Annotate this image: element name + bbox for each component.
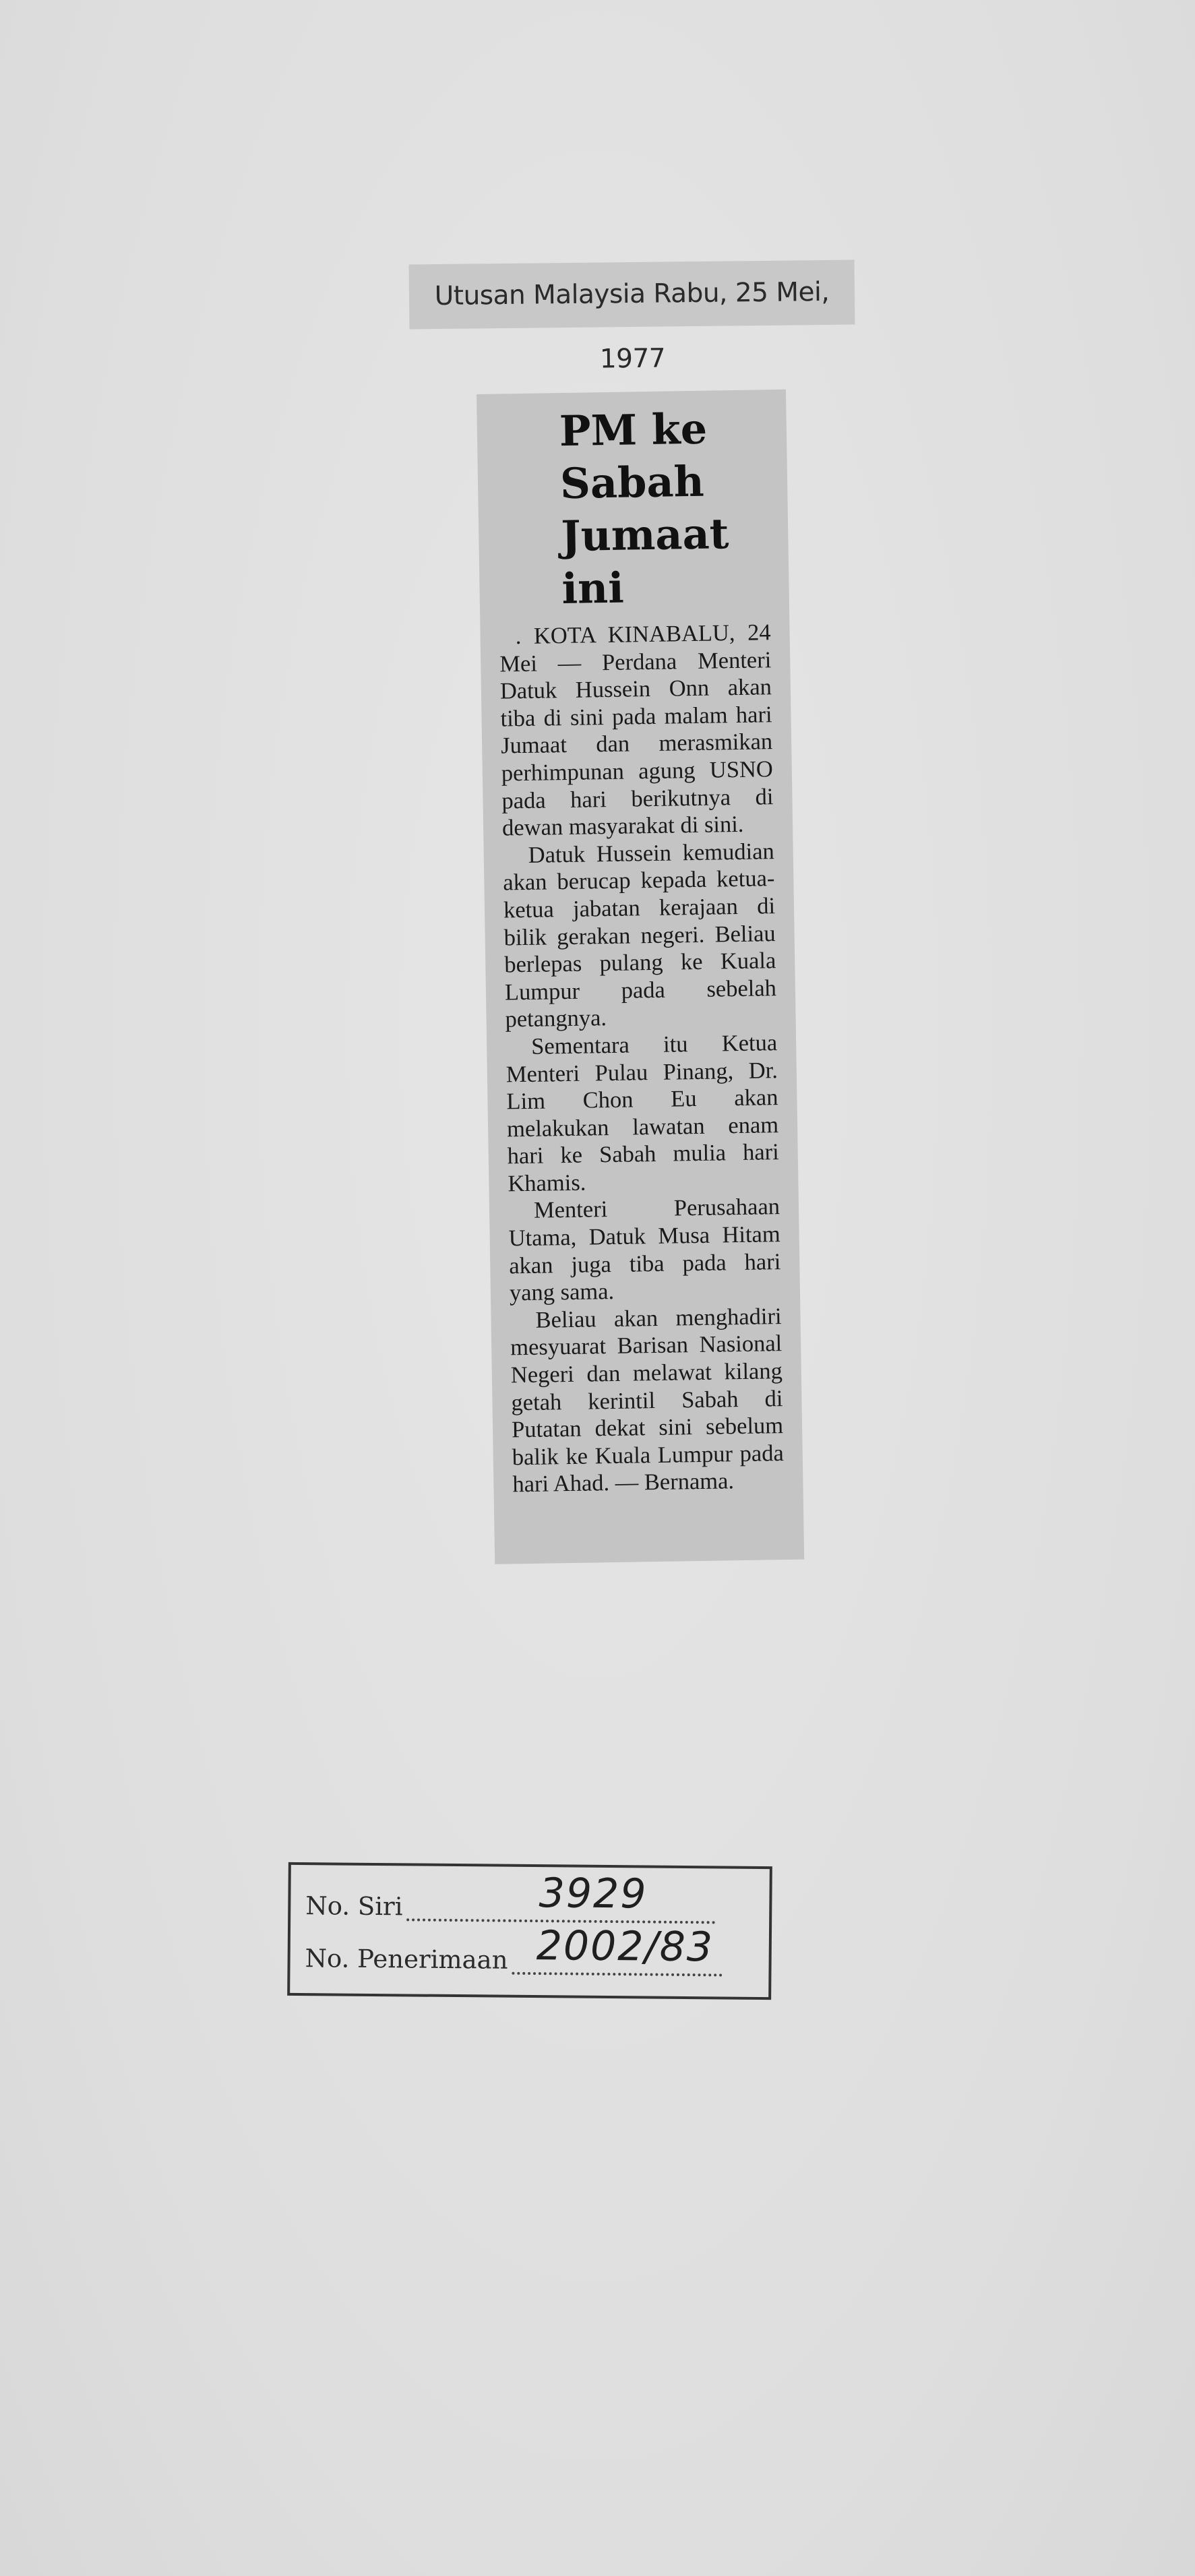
headline-line: PM ke: [559, 404, 708, 456]
archive-record-stamp: [287, 1862, 772, 2000]
headline-line: ini: [561, 563, 625, 614]
article-body: [499, 619, 784, 1498]
article-paragraph: . KOTA KINABALU, 24 Mei — Perdana Menteri Datuk Hussein Onn akan tiba di sini pada malam hari Jumaat dan merasmikan perhimpunan agung USNO pada hari berikutnya di dewan masyarakat di sini.: [499, 619, 774, 841]
article-paragraph: Sementara itu Ketua Menteri Pulau Pinang, Dr. Lim Chon Eu akan melakukan lawatan enam hari ke Sabah mulia hari Khamis.: [505, 1030, 780, 1197]
article-paragraph: Datuk Hussein kemudian akan berucap kepada ketua-ketua jabatan kerajaan di bilik gerakan negeri. Beliau berlepas pulang ke Kuala Lumpur pada sebelah petangnya.: [503, 838, 777, 1033]
serial-number: 3929: [539, 1870, 648, 1918]
accession-number: 2002/83: [536, 1922, 714, 1971]
article-paragraph: Menteri Perusahaan Utama, Datuk Musa Hitam akan juga tiba pada hari yang sama.: [508, 1194, 781, 1306]
serial-label: No. Siri: [305, 1891, 403, 1922]
headline-line: Jumaat: [560, 509, 729, 561]
headline-line: Sabah: [559, 456, 705, 509]
accession-label: No. Penerimaan: [305, 1944, 508, 1975]
article-paragraph: Beliau akan menghadiri mesyuarat Barisan Nasional Negeri dan melawat kilang getah kerintil Sabah di Putatan dekat sini sebelum balik ke Kuala Lumpur pada hari Ahad. — Bernama.: [510, 1303, 785, 1498]
accession-dotted-line: [512, 1922, 722, 1977]
news-clipping: [477, 390, 804, 1564]
article-headline: [495, 402, 770, 616]
serial-row: [305, 1870, 716, 1924]
accession-row: [305, 1922, 722, 1976]
serial-dotted-line: [406, 1870, 715, 1924]
newspaper-dateline: Utusan Malaysia Rabu, 25 Mei, 1977: [409, 260, 855, 330]
